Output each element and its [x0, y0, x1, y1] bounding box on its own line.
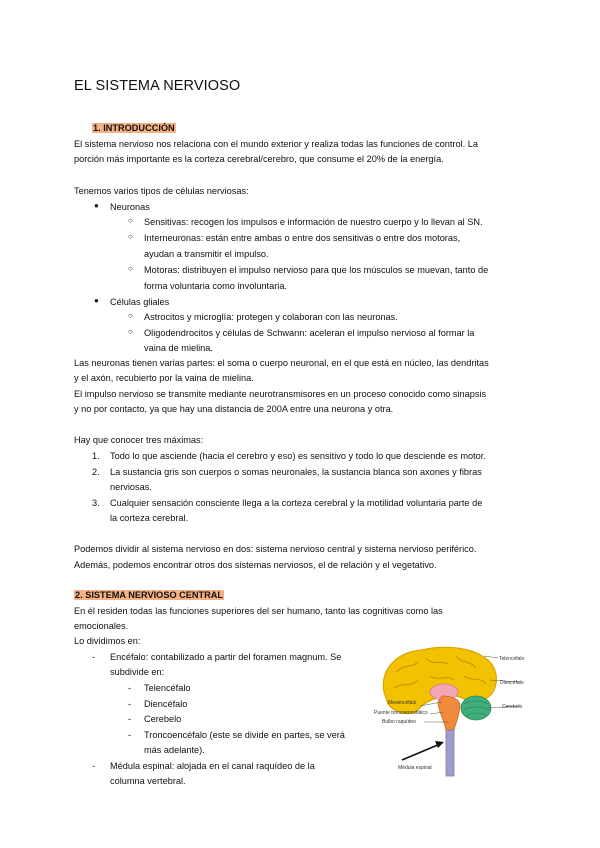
- dash-bullet: -: [128, 683, 132, 693]
- paragraph-line: y no por contacto, ya que hay una distancia de 200A entre una neurona y otra.: [74, 404, 394, 414]
- list-item-continuation: la corteza cerebral.: [110, 513, 189, 523]
- list-item: Diencéfalo: [144, 699, 188, 709]
- paragraph-line: En él residen todas las funciones superiores del ser humano, tanto las cognitivas como las: [74, 606, 443, 616]
- arrow-line: [402, 744, 440, 760]
- dash-bullet: -: [92, 761, 96, 771]
- list-item: Astrocitos y microglía: protegen y colaboran con las neuronas.: [144, 312, 398, 322]
- dash-bullet: -: [92, 652, 96, 662]
- dash-bullet: -: [128, 699, 132, 709]
- paragraph-line: emocionales.: [74, 621, 129, 631]
- list-item-continuation: vaina de mielina.: [144, 343, 213, 353]
- list-item: Cualquier sensación consciente llega a la corteza cerebral y la motilidad voluntaria parte de: [110, 498, 483, 508]
- circle-bullet-icon: ○: [128, 216, 133, 225]
- list-item-continuation: ayudan a transmitir el impulso.: [144, 249, 269, 259]
- label-telencefalo: Telencéfalo: [499, 656, 525, 662]
- list-number: 2.: [92, 467, 100, 477]
- list-item: Todo lo que asciende (hacia el cerebro y eso) es sensitivo y todo lo que desciende es motor.: [110, 451, 486, 461]
- brain-diagram: [372, 642, 534, 778]
- list-item: Células gliales: [110, 297, 170, 307]
- list-item-continuation: columna vertebral.: [110, 776, 186, 786]
- paragraph-line: y el axón, recubierto por la vaina de mielina.: [74, 373, 254, 383]
- label-mesencefalo: Mesencéfalo: [388, 700, 417, 706]
- paragraph-line: Hay que conocer tres máximas:: [74, 435, 204, 445]
- paragraph-line: El sistema nervioso nos relaciona con el mundo exterior y realiza todas las funciones de control. La: [74, 139, 478, 149]
- label-bulbo: Bulbo raquídeo: [382, 719, 416, 725]
- list-item: Médula espinal: alojada en el canal raquídeo de la: [110, 761, 315, 771]
- circle-bullet-icon: ○: [128, 264, 133, 273]
- leader-line: [484, 656, 498, 658]
- list-item: Oligodendrocitos y células de Schwann: aceleran el impulso nervioso al formar la: [144, 328, 475, 338]
- label-diencefalo: Diencéfalo: [500, 680, 524, 686]
- section-heading-snc: [74, 589, 224, 601]
- label-medula: Médula espinal: [398, 765, 432, 771]
- list-item: Cerebelo: [144, 714, 182, 724]
- list-item: Interneuronas: están entre ambas o entre dos sensitivas o entre dos motoras,: [144, 233, 461, 243]
- list-number: 1.: [92, 451, 100, 461]
- paragraph-line: Además, podemos encontrar otros dos sistemas nerviosos, el de relación y el vegetativo.: [74, 560, 437, 570]
- document-title: EL SISTEMA NERVIOSO: [74, 78, 241, 94]
- paragraph-line: El impulso nervioso se transmite mediante neurotransmisores en un proceso conocido como sinapsis: [74, 389, 487, 399]
- circle-bullet-icon: ○: [128, 232, 133, 241]
- list-item: Troncoencéfalo (este se divide en partes, se verá: [144, 730, 345, 740]
- dash-bullet: -: [128, 714, 132, 724]
- bullet-icon: ●: [94, 201, 99, 210]
- list-item: Encéfalo: contabilizado a partir del foramen magnum. Se: [110, 652, 342, 662]
- spinal-cord-shape: [446, 730, 454, 776]
- paragraph-line: Tenemos varios tipos de células nerviosas:: [74, 186, 249, 196]
- list-item: Neuronas: [110, 202, 150, 212]
- list-item: Sensitivas: recogen los impulsos e información de nuestro cuerpo y lo llevan al SN.: [144, 217, 483, 227]
- list-item-continuation: subdivide en:: [110, 667, 165, 677]
- circle-bullet-icon: ○: [128, 327, 133, 336]
- paragraph-line: Las neuronas tienen varias partes: el soma o cuerpo neuronal, en el que está en núcleo, las dendritas: [74, 358, 489, 368]
- list-item-continuation: forma voluntaria como involuntaria.: [144, 281, 287, 291]
- list-item-continuation: nerviosas.: [110, 482, 152, 492]
- list-item: Motoras: distribuyen el impulso nervioso para que los músculos se muevan, tanto de: [144, 265, 489, 275]
- cerebellum-shape: [461, 696, 491, 720]
- list-item: La sustancia gris son cuerpos o somas neuronales, la sustancia blanca son axones y fibras: [110, 467, 482, 477]
- paragraph-line: Podemos dividir al sistema nervioso en dos: sistema nervioso central y sistema nervioso periférico.: [74, 544, 477, 554]
- label-cerebelo: Cerebelo: [502, 704, 523, 710]
- label-puente: Puente troncoencefálico: [374, 710, 428, 716]
- list-item: Telencéfalo: [144, 683, 191, 693]
- paragraph-line: Lo dividimos en:: [74, 636, 141, 646]
- arrow-head-icon: [435, 741, 444, 748]
- brainstem-shape: [438, 696, 460, 730]
- section-heading-label: 2. SISTEMA NERVIOSO CENTRAL: [75, 590, 224, 600]
- dash-bullet: -: [128, 730, 132, 740]
- section-heading-label: 1. INTRODUCCIÓN: [93, 123, 175, 133]
- paragraph-line: porción más importante es la corteza cerebral/cerebro, que consume el 20% de la energía.: [74, 154, 444, 164]
- circle-bullet-icon: ○: [128, 311, 133, 320]
- list-item-continuation: más adelante).: [144, 745, 205, 755]
- section-heading-introduccion: [92, 122, 176, 134]
- bullet-icon: ●: [94, 296, 99, 305]
- list-number: 3.: [92, 498, 100, 508]
